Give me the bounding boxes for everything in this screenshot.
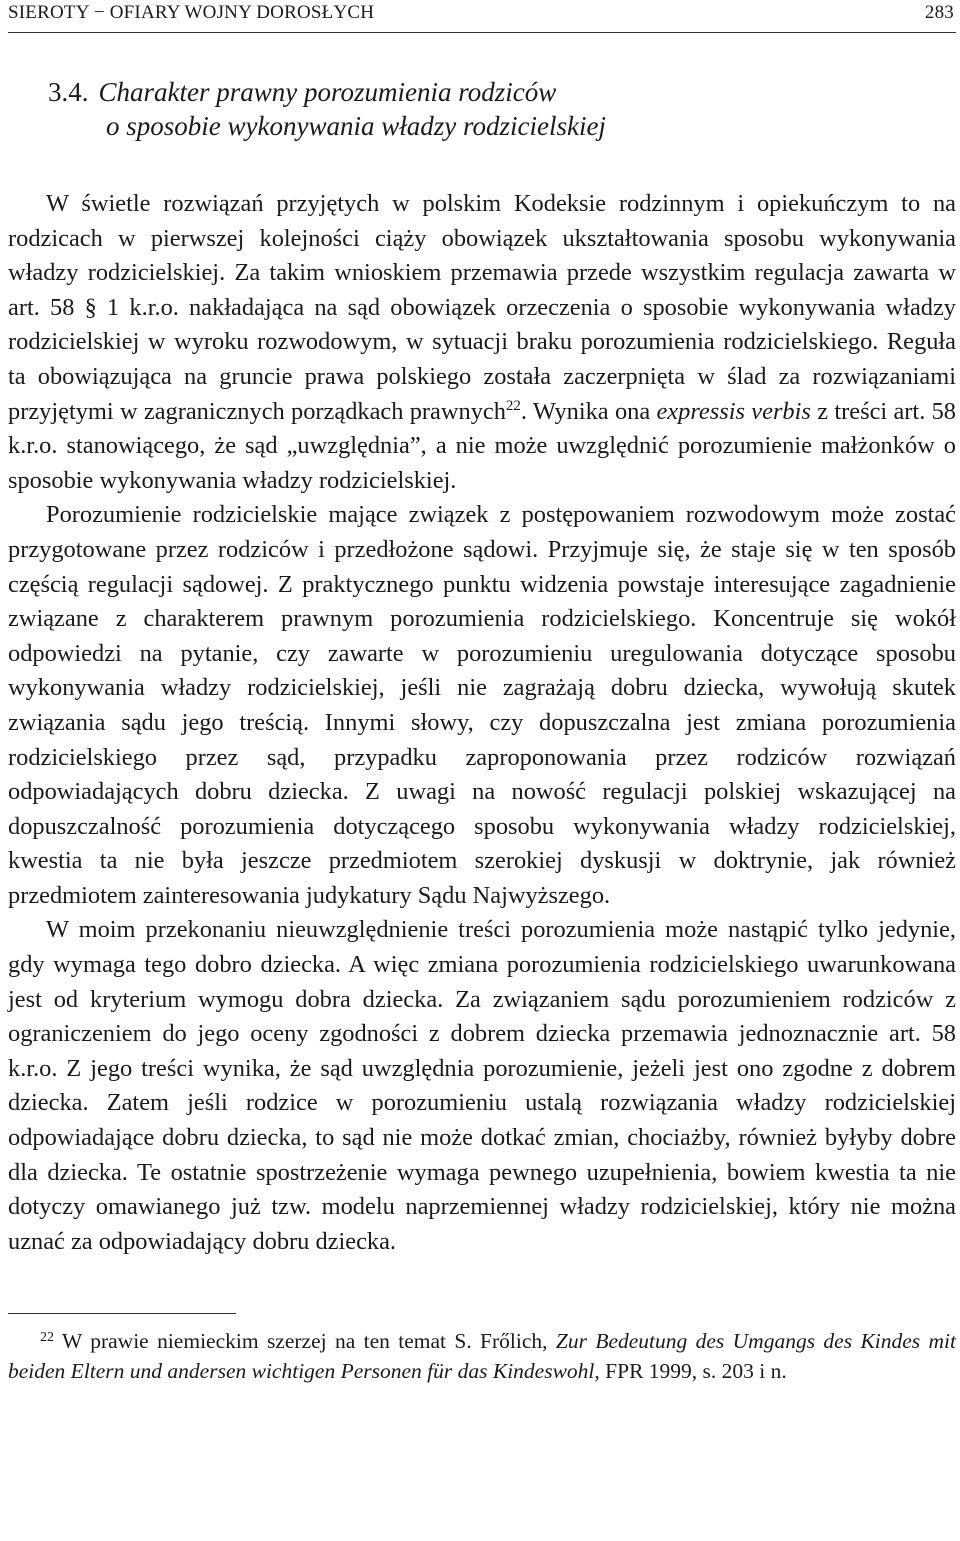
running-header — [8, 0, 956, 33]
paragraph-1-text-b: . Wynika ona — [520, 397, 657, 425]
section-heading — [48, 75, 956, 143]
footnote-22 — [8, 1326, 956, 1386]
section-number: 3.4. — [48, 77, 89, 107]
page-number: 283 — [924, 2, 954, 23]
paragraph-3: W moim przekonaniu nieuwzględnienie treści porozumienia może nastąpić tylko jedynie, gdy wymaga tego dobro dziecka. A więc zmiana porozumienia rodzicielskiego uwarunkowana jest od kryterium wymogu dobra dziecka. Za związaniem sądu porozumieniem rodziców z ograniczeniem do jego oceny zgodności z dobrem dziecka przemawia jednoznacznie art. 58 k.r.o. Z jego treści wynika, że sąd uwzględnia porozumienie, jeżeli jest ono zgodne z dobrem dziecka. Zatem jeśli rodzice w porozumieniu ustalą rozwiązania władzy rodzicielskiej odpowiadające dobru dziecka, to sąd nie może dotkać zmian, chociażby, również byłyby dobre dla dziecka. Te ostatnie spostrzeżenie wymaga pewnego uzupełnienia, bowiem kwestia ta nie dotyczy omawianego już tzw. modelu naprzemiennej władzy rodzicielskiej, który nie można uznać za odpowiadający dobru dziecka. — [8, 916, 956, 1255]
paragraph-1 — [8, 187, 956, 498]
section-title-line2: o sposobie wykonywania władzy rodzicielskiej — [106, 111, 606, 141]
paragraph-2: Porozumienie rodzicielskie mające związek z postępowaniem rozwodowym może zostać przygotowane przez rodziców i przedłożone sądowi. Przyjmuje się, że staje się w ten sposób częścią regulacji sądowej. Z praktycznego punktu widzenia powstaje interesujące zagadnienie związane z charakterem prawnym porozumienia rodzicielskiego. Koncentruje się wokół odpowiedzi na pytanie, czy zawarte w porozumieniu uregulowania dotyczące sposobu wykonywania władzy rodzicielskiej, jeśli nie zagrażają dobru dziecka, wywołują skutek związania sądu jego treścią. Innymi słowy, czy dopuszczalna jest zmiana porozumienia rodzicielskiego przez sąd, przypadku zaproponowania przez rodziców rozwiązań odpowiadających dobru dziecka. Z uwagi na nowość regulacji polskiej wskazującej na dopuszczalność porozumienia dotyczącego sposobu wykonywania władzy rodzicielskiej, kwestia ta nie była jeszcze przedmiotem szerokiej dyskusji w doktrynie, jak również przedmiotem zainteresowania judykatury Sądu Najwyższego. — [8, 501, 956, 909]
section-title-line1: Charakter prawny porozumienia rodziców — [98, 77, 557, 107]
footnote-italic-title: Zur Bedeutung des Umgangs des Kindes mit beiden Eltern und andersen wichtigen Personen für das Kindeswohl — [8, 1329, 956, 1384]
footnote-divider — [8, 1313, 236, 1314]
body-text — [8, 187, 956, 1259]
running-title: SIEROTY − OFIARY WOJNY DOROSŁYCH — [8, 2, 375, 23]
footnote-number: 22 — [40, 1330, 54, 1346]
footnote-ref-22[interactable]: 22 — [505, 397, 521, 414]
paragraph-1-text-c: z treści art. 58 k.r.o. stanowiącego, że sąd „uwzględnia”, a nie może uwzględnić porozumienie małżonków o sposobie wykonywania władzy rodzicielskiej. — [8, 397, 956, 494]
footnote-text-b: , FPR 1999, s. 203 i n. — [594, 1359, 787, 1384]
page — [8, 0, 956, 1386]
footnote-text-a: W prawie niemieckim szerzej na ten temat S. Frőlich, — [54, 1329, 556, 1354]
paragraph-1-text-a: W świetle rozwiązań przyjętych w polskim Kodeksie rodzinnym i opiekuńczym to na rodzicach w pierwszej kolejności ciąży obowiązek ukształtowania sposobu wykonywania władzy rodzicielskiej. Za takim wnioskiem przemawia przede wszystkim regulacja zawarta w art. 58 § 1 k.r.o. nakładająca na sąd obowiązek orzeczenia o sposobie wykonywania władzy rodzicielskiej w wyroku rozwodowym, w sytuacji braku porozumienia rodzicielskiego. Reguła ta obowiązująca na gruncie prawa polskiego została zaczerpnięta w ślad za rozwiązaniami przyjętymi w zagranicznych porządkach prawnych — [8, 190, 956, 425]
paragraph-1-italic: expressis verbis — [656, 397, 811, 425]
